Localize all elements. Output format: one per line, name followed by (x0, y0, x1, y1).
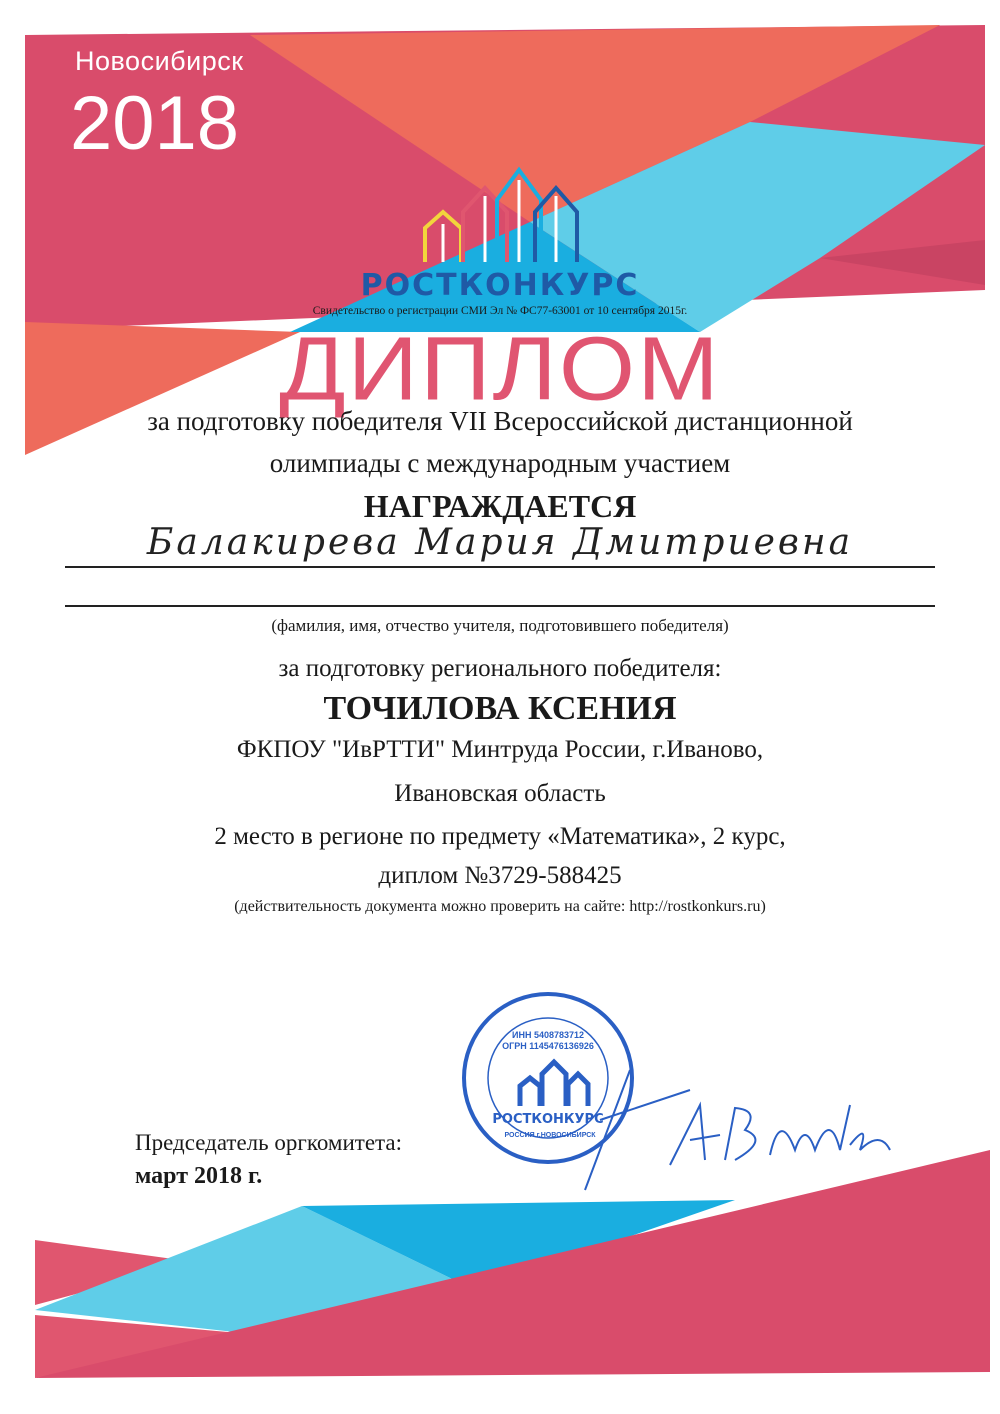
awarded-heading: НАГРАЖДАЕТСЯ (363, 488, 637, 524)
diploma-title: ДИПЛОМ (279, 317, 721, 419)
chair-label: Председатель оргкомитета: (135, 1130, 402, 1155)
stamp-ogrn: ОГРН 1145476136926 (502, 1041, 594, 1051)
institution: ФКПОУ "ИвРТТИ" Минтруда России, г.Иваново, (236, 736, 764, 763)
teacher-caption: (фамилия, имя, отчество учителя, подготовившего победителя) (271, 616, 729, 635)
name-underline-1 (65, 566, 935, 568)
regional-line: за подготовку регионального победителя: (278, 655, 722, 682)
place-subject: 2 место в регионе по предмету «Математика», 2 курс, (214, 823, 786, 850)
stamp-ids (488, 1030, 608, 1052)
diploma-number: диплом №3729-588425 (378, 862, 622, 889)
verification-note: (действительность документа можно проверить на сайте: http://rostkonkurs.ru) (234, 898, 766, 915)
teacher-name-handwritten: Балакирева Мария Дмитриевна (146, 522, 854, 563)
winner-name: ТОЧИЛОВА КСЕНИЯ (323, 690, 677, 727)
city-label: Новосибирск (75, 46, 244, 76)
brand-logo-text: РОСТКОНКУРС (360, 268, 640, 303)
stamp-inn: ИНН 5408783712 (511, 1030, 585, 1040)
stamp-bottom-text: РОССИЯ г.НОВОСИБИРСК (504, 1132, 596, 1139)
name-underline-2 (65, 605, 935, 607)
year-label: 2018 (70, 81, 240, 166)
purpose-line-2: олимпиады с международным участием (269, 448, 731, 478)
issue-date: март 2018 г. (135, 1163, 263, 1189)
region: Ивановская область (394, 780, 606, 807)
stamp-brand: РОСТКОНКУРС (492, 1112, 604, 1127)
registration-note: Свидетельство о регистрации СМИ Эл № ФС77-63001 от 10 сентября 2015г. (312, 305, 688, 317)
purpose-line-1: за подготовку победителя VII Всероссийской дистанционной (147, 406, 853, 436)
